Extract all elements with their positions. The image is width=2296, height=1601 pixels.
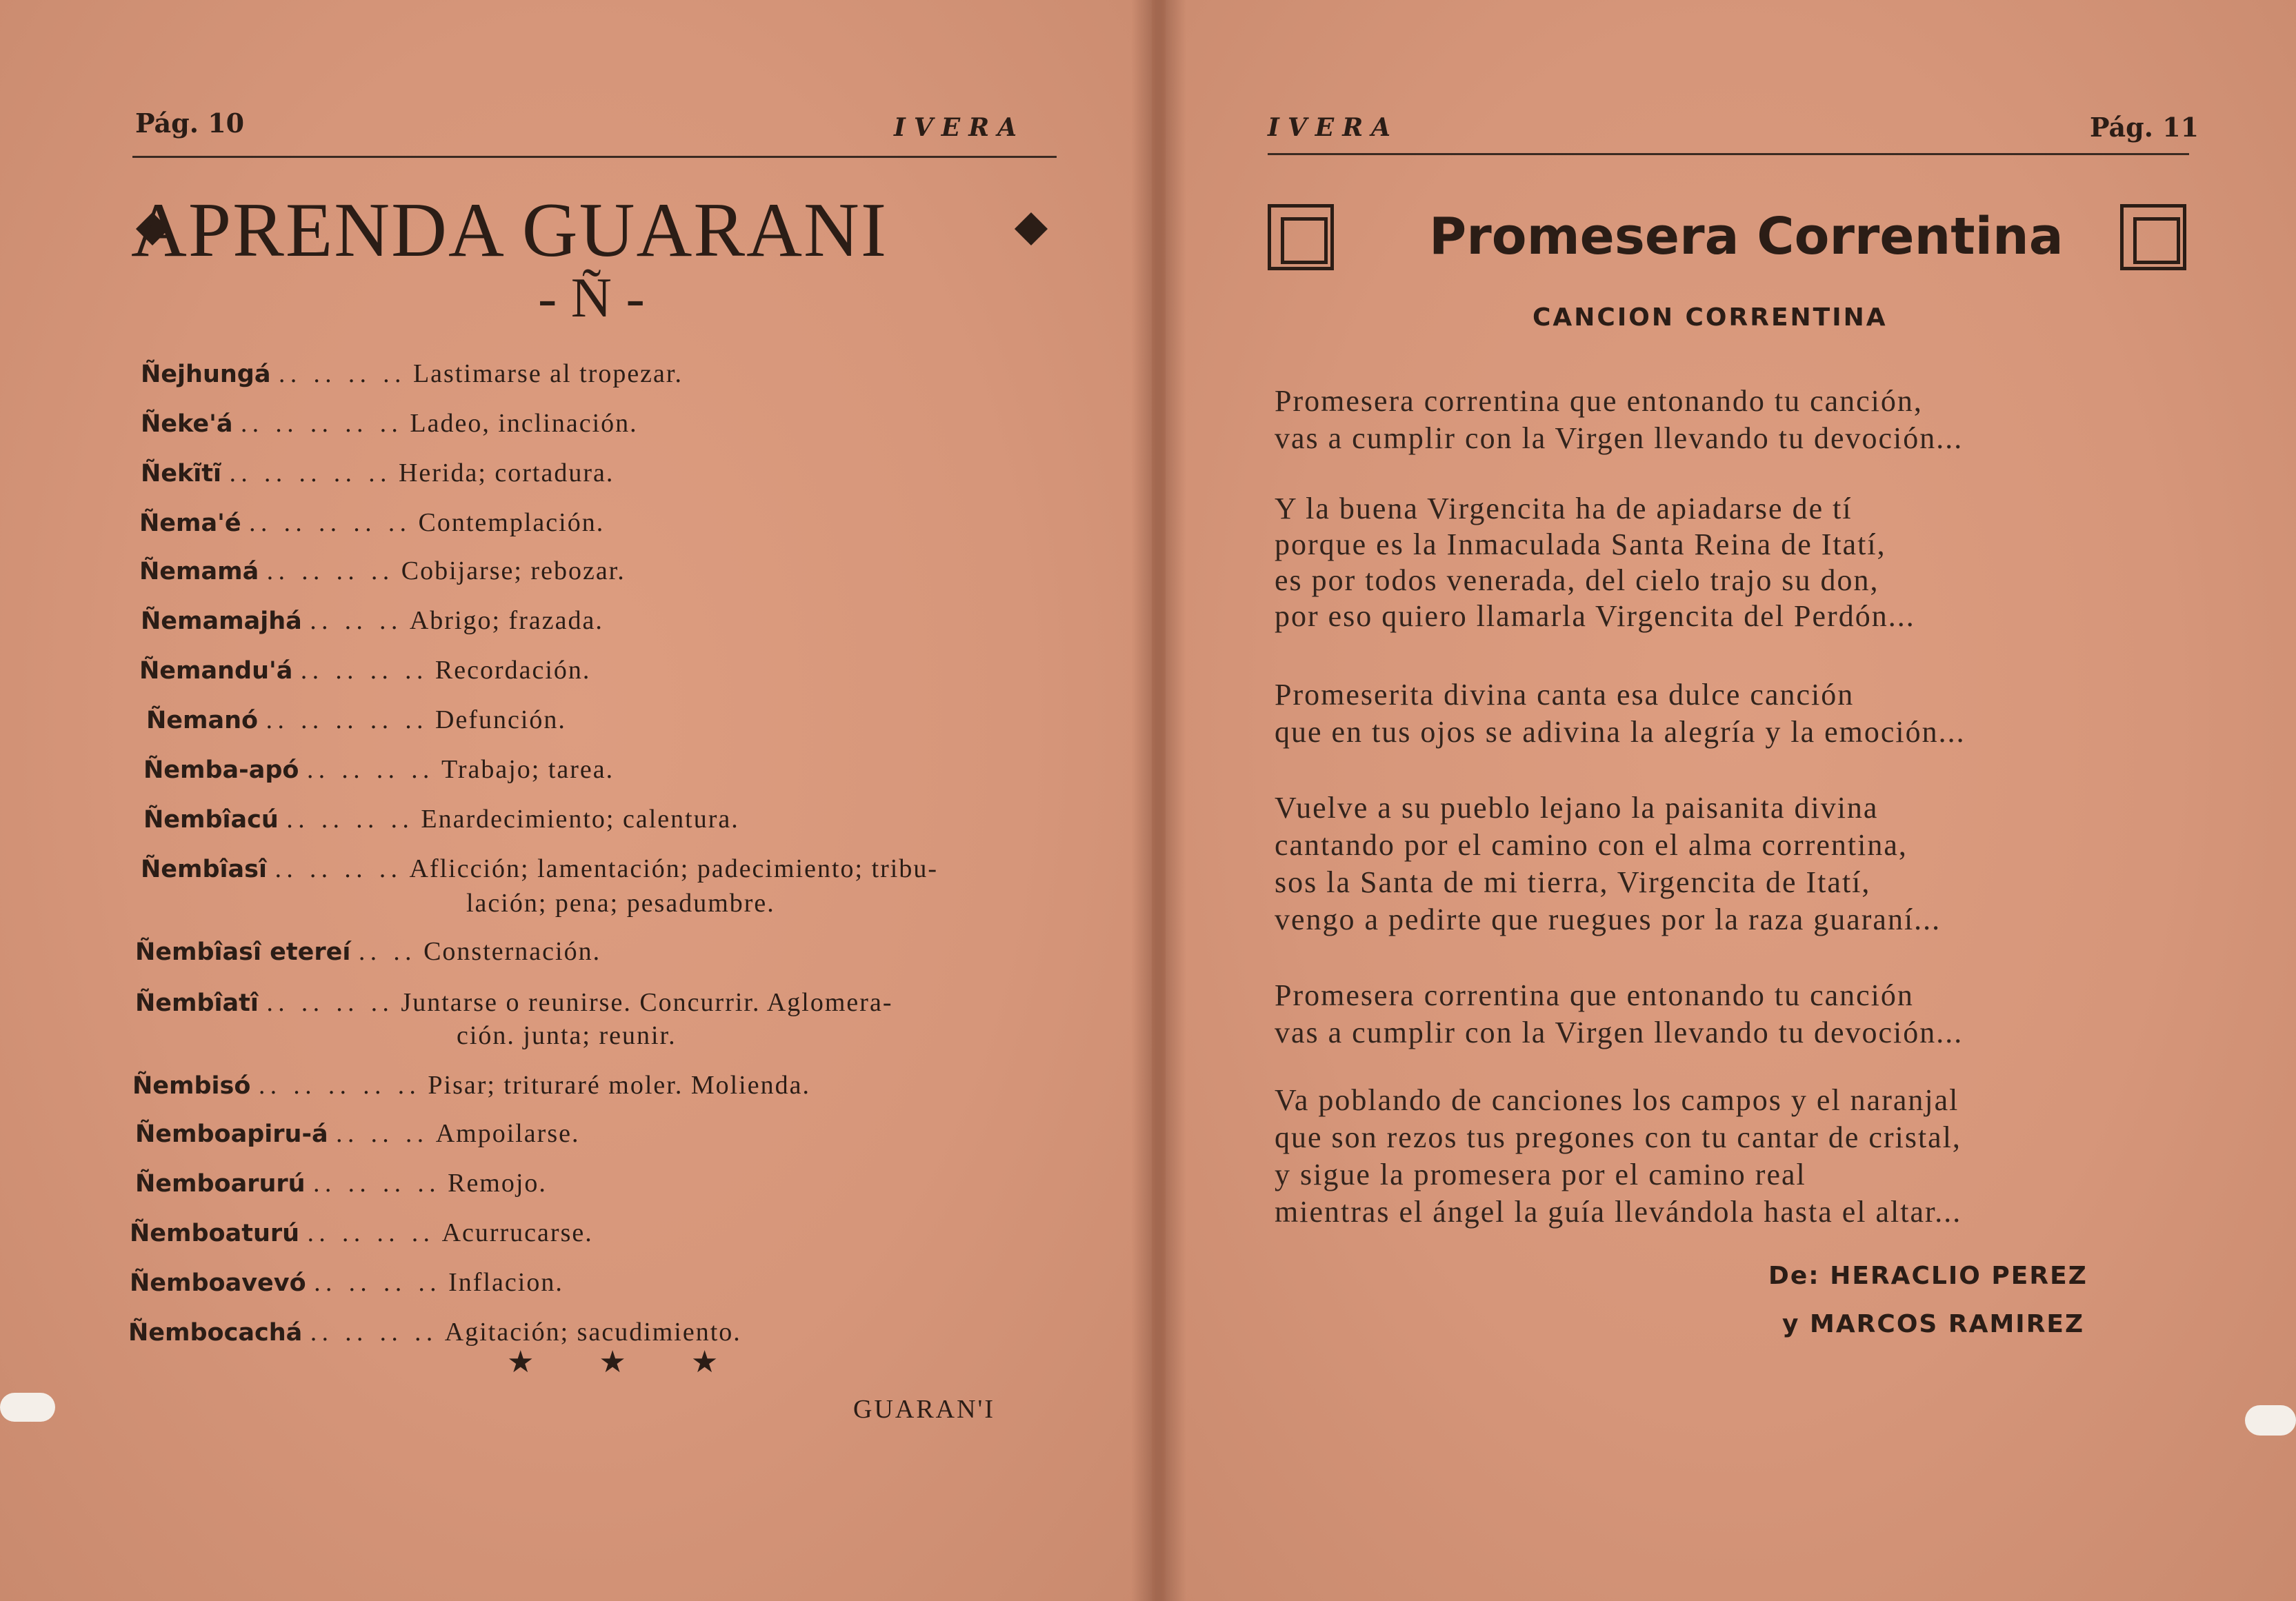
leader-dots: .. .. .. .. <box>266 989 394 1017</box>
glossary-term: Ñekĩtĩ <box>141 460 222 487</box>
glossary-entry <box>139 507 604 538</box>
glossary-entry <box>146 705 566 735</box>
lyric-line: sos la Santa de mi tierra, Virgencita de Itatí, <box>1275 865 1871 899</box>
lyric-line: es por todos venerada, del cielo trajo su don, <box>1275 563 1879 597</box>
lyric-line: vengo a pedirte que ruegues por la raza guaraní... <box>1275 903 1941 936</box>
lyric-line: vas a cumplir con la Virgen llevando tu devoción... <box>1275 1016 1964 1049</box>
glossary-entry <box>132 1070 810 1100</box>
glossary-definition: Contemplación. <box>418 508 605 537</box>
stars-ornament: ★ ★ ★ <box>507 1345 746 1380</box>
leader-dots: .. .. .. .. .. <box>258 1072 421 1100</box>
glossary-term: Ñemboapiru-á <box>135 1120 328 1148</box>
glossary-definition: Acurrucarse. <box>441 1218 593 1247</box>
glossary-term: Ñembocachá <box>128 1319 303 1347</box>
lyric-line: Va poblando de canciones los campos y el naranjal <box>1275 1083 1959 1117</box>
glossary-term: Ñembîatî <box>135 989 259 1017</box>
glossary-term: Ñemba-apó <box>143 756 299 784</box>
glossary-entry <box>139 655 590 685</box>
glossary-entry <box>130 1267 563 1298</box>
leader-dots: .. .. .. .. <box>274 856 402 883</box>
glossary-definition: Abrigo; frazada. <box>409 606 603 635</box>
glossary-definition: Agitación; sacudimiento. <box>444 1318 741 1347</box>
glossary-term: Ñeke'á <box>141 410 233 438</box>
ornament-box-left-icon <box>1268 204 1334 270</box>
glossary-definition: Enardecimiento; calentura. <box>421 805 739 834</box>
glossary-definition-continued: lación; pena; pesadumbre. <box>466 889 775 918</box>
page-title: APRENDA GUARANI <box>131 188 888 273</box>
leader-dots: .. .. .. .. .. <box>265 707 428 734</box>
author-credit: De: HERACLIO PEREZ <box>1768 1262 2088 1290</box>
glossary-term: Ñema'é <box>139 510 241 537</box>
glossary-definition: Recordación. <box>435 656 591 685</box>
book-gutter <box>1131 0 1186 1601</box>
glossary-entry <box>130 1218 593 1248</box>
lyric-line: que son rezos tus pregones con tu cantar de cristal, <box>1275 1120 1961 1154</box>
glossary-definition: Inflacion. <box>448 1268 563 1297</box>
leader-dots: .. .. .. .. <box>306 756 435 784</box>
leader-dots: .. .. .. .. <box>300 657 428 685</box>
glossary-term: Ñembîasî etereí <box>135 938 351 966</box>
lyric-line: Promesera correntina que entonando tu canción, <box>1275 384 1923 418</box>
left-page-number: Pág. 10 <box>135 108 245 139</box>
letter-heading: - Ñ - <box>538 266 645 329</box>
lyric-line: Promesera correntina que entonando tu canción <box>1275 978 1914 1012</box>
glossary-term: Ñemandu'á <box>139 657 293 685</box>
glossary-term: Ñejhungá <box>141 361 271 388</box>
glossary-entry <box>141 359 683 389</box>
glossary-entry <box>135 1118 579 1149</box>
glossary-definition-continued: ción. junta; reunir. <box>457 1021 677 1050</box>
glossary-entry <box>141 854 938 884</box>
glossary-definition: Juntarse o reunirse. Concurrir. Aglomera- <box>401 988 893 1017</box>
glossary-definition: Defunción. <box>435 705 566 734</box>
leader-dots: .. .. .. .. <box>278 361 406 388</box>
glossary-term: Ñemamá <box>139 558 259 585</box>
leader-dots: .. .. .. .. .. <box>248 510 411 537</box>
glossary-definition: Pisar; trituraré moler. Molienda. <box>428 1071 810 1100</box>
glossary-term: Ñembisó <box>132 1072 251 1100</box>
lyric-line: vas a cumplir con la Virgen llevando tu devoción... <box>1275 421 1964 455</box>
leader-dots: .. .. .. <box>309 607 403 635</box>
glossary-term: Ñemboaturú <box>130 1220 300 1247</box>
right-page-number: Pág. 11 <box>2090 112 2199 143</box>
leader-dots: .. .. .. .. <box>310 1319 437 1347</box>
ornament-box-right-icon <box>2120 204 2186 270</box>
glossary-term: Ñemboavevó <box>130 1269 306 1297</box>
right-magazine-name: IVERA <box>1268 113 1399 142</box>
glossary-definition: Aflicción; lamentación; padecimiento; tribu- <box>409 854 939 883</box>
glossary-definition: Herida; cortadura. <box>398 459 615 487</box>
glossary-definition: Trabajo; tarea. <box>441 755 615 784</box>
glossary-term: Ñembîasî <box>141 856 267 883</box>
glossary-term: Ñemanó <box>146 707 259 734</box>
lyric-line: Y la buena Virgencita ha de apiadarse de tí <box>1275 492 1853 525</box>
leader-dots: .. .. .. .. <box>306 1220 435 1247</box>
lyric-line: y sigue la promesera por el camino real <box>1275 1158 1806 1191</box>
glossary-definition: Ladeo, inclinación. <box>410 409 638 438</box>
glossary-definition: Consternación. <box>423 937 601 966</box>
binder-hole-left <box>0 1393 55 1422</box>
glossary-term: Ñemamajhá <box>141 607 302 635</box>
lyric-line: Promeserita divina canta esa dulce canción <box>1275 678 1855 712</box>
lyric-line: porque es la Inmaculada Santa Reina de Itatí, <box>1275 527 1886 561</box>
glossary-entry <box>141 458 614 488</box>
glossary-definition: Remojo. <box>448 1169 547 1198</box>
leader-dots: .. .. .. .. .. <box>240 410 403 438</box>
glossary-definition: Ampoilarse. <box>435 1119 580 1148</box>
glossary-entry <box>135 1168 547 1198</box>
glossary-entry <box>141 408 638 439</box>
right-header-rule <box>1268 153 2189 155</box>
song-subtitle: CANCION CORRENTINA <box>1533 303 1888 332</box>
glossary-entry <box>128 1317 741 1347</box>
glossary-entry <box>143 804 739 834</box>
lyric-line: Vuelve a su pueblo lejano la paisanita divina <box>1275 791 1879 825</box>
left-magazine-name: IVERA <box>894 113 1026 142</box>
leader-dots: .. .. .. .. <box>266 558 394 585</box>
glossary-term: Ñembîacú <box>143 806 279 834</box>
leader-dots: .. .. .. .. <box>313 1269 441 1297</box>
source-credit: GUARAN'I <box>853 1395 996 1424</box>
glossary-definition: Cobijarse; rebozar. <box>401 556 626 585</box>
binder-hole-right <box>2245 1405 2296 1436</box>
song-title: Promesera Correntina <box>1429 207 2064 266</box>
glossary-entry <box>135 936 601 967</box>
lyric-line: que en tus ojos se adivina la alegría y la emoción... <box>1275 715 1966 749</box>
leader-dots: .. .. .. .. .. <box>228 460 392 487</box>
glossary-term: Ñemboarurú <box>135 1170 306 1198</box>
glossary-entry <box>143 754 614 785</box>
author-credit-2: y MARCOS RAMIREZ <box>1782 1310 2085 1338</box>
leader-dots: .. .. <box>358 938 417 966</box>
lyric-line: por eso quiero llamarla Virgencita del Perdón... <box>1275 599 1915 633</box>
leader-dots: .. .. .. <box>335 1120 428 1148</box>
leader-dots: .. .. .. .. <box>312 1170 441 1198</box>
glossary-entry <box>135 987 892 1018</box>
lyric-line: cantando por el camino con el alma correntina, <box>1275 828 1908 862</box>
glossary-entry <box>139 556 626 586</box>
glossary-entry <box>141 605 603 636</box>
lyric-line: mientras el ángel la guía llevándola hasta el altar... <box>1275 1195 1962 1229</box>
glossary-definition: Lastimarse al tropezar. <box>412 359 683 388</box>
left-header-rule <box>132 156 1057 158</box>
leader-dots: .. .. .. .. <box>286 806 414 834</box>
